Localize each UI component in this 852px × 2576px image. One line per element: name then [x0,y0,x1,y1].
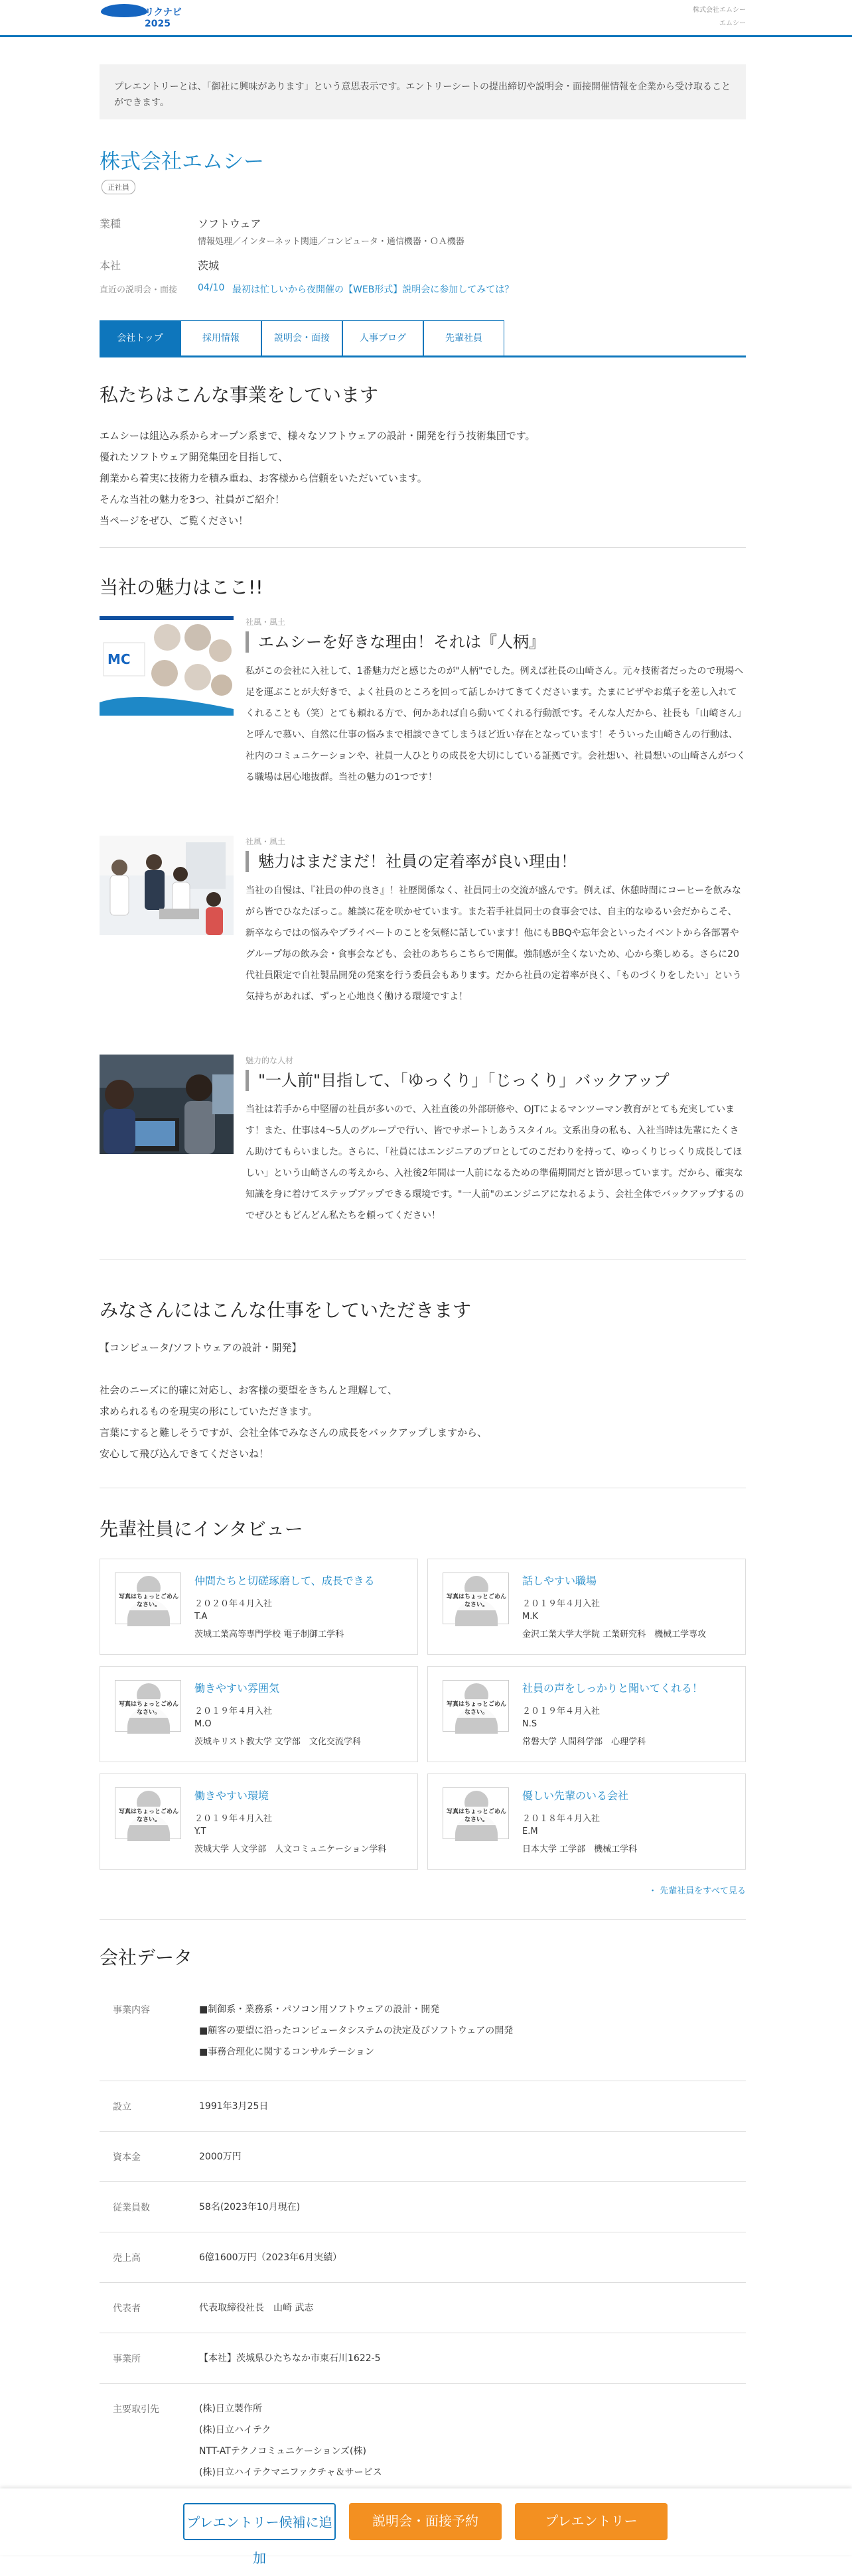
rikunabi-logo[interactable] [101,3,200,29]
pre-entry-notice: プレエントリーとは、「御社に興味があります」という意思表示です。エントリーシートの提出締切や説明会・面接開催情報を企業から受け取ることができます。 [100,64,746,119]
business-line: エムシーは組込み系からオープン系まで、様々なソフトウェアの設計・開発を行う技術集団です。 [100,430,535,442]
data-line: NTT-ATテクノコミュニケーションズ(株) [199,2446,366,2457]
work-subtitle: 【コンピュータ/ソフトウェアの設計・開発】 [100,1342,302,1354]
charm-text-3: 当社は若手から中堅層の社員が多いので、入社直後の外部研修や、OJTによるマンツーマン教育がとても充実しています！また、仕事は4〜5人のグループで行い、皆でサポートしあうスタイル。文系出身の私も、入社当時は先輩にたくさん助けてもらいました。さらに、「社員にはエンジニアのプロとしてのこだわりを持って、ゆっくりじっくり成長してほしい」という山崎さんの考えから、入社後2年間は一人前になるための準備期間だと皆が思っています。だから、確実な知識を身に着けてステップアップできる環境です。"一人前"のエンジニアになれるよう、会社全体でバックアップするのでぜひともどんどん私たちを頼ってください！ [246,1104,745,1221]
interview-card[interactable] [427,1773,746,1870]
photo-placeholder-text: 写真はちょっとごめんなさい。 [117,1592,180,1610]
interview-year: ２０１９年４月入社 [522,1599,601,1609]
interview-initials: T.A [194,1612,208,1622]
hq-value: 茨城 [198,259,220,272]
charm-heading-2: 魅力はまだまだ！社員の定着率が良い理由！ [246,851,746,872]
data-line: ■事務合理化に関するコンサルテーション [199,2047,374,2057]
hq-row [100,257,746,273]
charm-image-2 [100,836,234,935]
data-label: 設立 [113,2102,131,2112]
seminar-reservation-button[interactable]: 説明会・面接予約 [349,2503,502,2540]
interview-card[interactable] [427,1666,746,1762]
industry-row [100,216,746,255]
interview-year: ２０１９年４月入社 [522,1707,601,1716]
charm-image-3 [100,1055,234,1154]
work-title: みなさんにはこんな仕事をしていただきます [100,1299,472,1321]
add-pre-entry-candidate-button[interactable]: プレエントリー候補に追加 [183,2503,336,2540]
interview-initials: Y.T [194,1827,206,1836]
company-tabs [100,320,746,357]
data-label: 代表者 [113,2303,141,2314]
sticky-action-bar [0,2488,852,2566]
company-data-title: 会社データ [100,1947,193,1968]
logo-swoosh-icon [101,4,147,17]
data-label: 従業員数 [113,2203,150,2213]
interview-card[interactable] [100,1559,418,1655]
data-row-representative [100,2283,746,2333]
work-line: 安心して飛び込んできてくださいね！ [100,1448,269,1460]
data-value: 【本社】茨城県ひたちなか市東石川1622-5 [199,2353,381,2364]
data-row-employees [100,2182,746,2232]
event-link[interactable]: 最初は忙しいから夜開催の【WEB形式】説明会に参加してみては？ [232,285,514,295]
charm-text-2: 当社の自慢は、『社員の仲の良さ』！社歴関係なく、社員同士の交流が盛んです。例えば、休憩時間にコーヒーを飲みながら皆でひなたぼっこ。雑談に花を咲かせています。また若手社員同士の食事会では、自主的なゆるい会だからこそ、新卒ならではの悩みやプライベートのことを気軽に話しています！他にもBBQや忘年会といったイベントから各部署やグループ毎の飲み会・食事会なども、会社のあちらこちらで開催。強制感が全くないため、心から楽しめる。さらに20代社員限定で自社製品開発の発案を行う委員会もあります。だから社員の定着率が良く、「ものづくりをしたい」という気持ちがあれば、ずっと心地良く働ける環境ですよ！ [246,885,742,1002]
data-label: 売上高 [113,2253,141,2264]
industry-sub: 情報処理／インターネット関連／コンピュータ・通信機器・ＯＡ機器 [198,237,464,247]
pre-entry-button[interactable]: プレエントリー [515,2503,668,2540]
data-row-capital [100,2132,746,2182]
header-company-name: 株式会社エムシー [693,7,746,14]
interview-initials: M.K [522,1612,538,1622]
interview-school: 茨城工業高等専門学校 電子制御工学科 [194,1630,344,1640]
charm-text-1: 私がこの会社に入社して、1番魅力だと感じたのが"人柄"でした。例えば社長の山崎さん。元々技術者だったので現場へ足を運ぶことが大好きで、よく社員のところを回って話しかけてきてくださいます。たまにピザやお菓子を差し入れてくれることも（笑）とても頼れる方で、何かあれば自ら動いてくれる行動派です。そんな人だから、社長も「山崎さん」と呼んで慕い、自然に仕事の悩みまで相談できてしまうほど近い存在となっています！そういった山崎さんの行動は、社内のコミュニケーションや、社員一人ひとりの成長を大切にしている証拠です。会社想い、社員想いの山崎さんがつくる職場は居心地抜群。当社の魅力の1つです！ [246,666,746,783]
charm-tag-2: 社風・風土 [246,837,286,846]
logo-text: リクナビ2025 [145,7,182,29]
interview-school: 常磐大学 人間科学部 心理学科 [522,1737,646,1747]
interview-initials: M.O [194,1719,212,1729]
interview-title-link[interactable]: 仲間たちと切磋琢磨して、成長できる [194,1575,375,1587]
header-company-info [693,4,746,31]
photo-placeholder-text: 写真はちょっとごめんなさい。 [117,1807,180,1825]
interview-title-link[interactable]: 働きやすい雰囲気 [194,1682,280,1695]
data-line: ■制御系・業務系・パソコン用ソフトウェアの設計・開発 [199,2004,440,2015]
interview-title-link[interactable]: 優しい先輩のいる会社 [522,1789,629,1802]
interview-school: 茨城キリスト教大学 文学部 文化交流学科 [194,1737,361,1747]
charm-photo-1-icon [100,616,234,716]
data-label: 事業内容 [113,2005,150,2016]
interview-card[interactable] [100,1773,418,1870]
tab-hr-blog[interactable]: 人事ブログ [342,320,423,355]
business-line: 当ページをぜひ、ご覧ください！ [100,515,249,527]
work-line: 言葉にすると難しそうですが、会社全体でみなさんの成長をバックアップしますから、 [100,1427,487,1439]
svg-text:MC: MC [107,651,131,667]
data-label: 事業所 [113,2354,141,2364]
data-value: 58名(2023年10月現在) [199,2202,301,2213]
data-row-sales [100,2232,746,2283]
interview-year: ２０２０年４月入社 [194,1599,273,1609]
interview-initials: E.M [522,1827,538,1836]
data-row-business [100,1987,746,2081]
event-label: 直近の説明会・面接 [100,285,178,295]
data-label: 資本金 [113,2152,141,2163]
work-text [100,1380,746,1464]
hq-label: 本社 [100,259,121,272]
interview-title-link[interactable]: 社員の声をしっかりと聞いてくれる！ [522,1682,703,1695]
interview-year: ２０１９年４月入社 [194,1814,273,1824]
site-header [0,0,852,37]
data-value: 代表取締役社長 山崎 武志 [199,2303,314,2313]
interview-card[interactable] [100,1666,418,1762]
business-line: 優れたソフトウェア開発集団を目指して、 [100,451,289,463]
industry-value: ソフトウェア [198,218,261,230]
interview-title-link[interactable]: 働きやすい環境 [194,1789,269,1802]
data-line: (株)日立ハイテクマニファクチャ＆サービス [199,2467,382,2478]
data-value [199,1999,513,2063]
photo-placeholder-text: 写真はちょっとごめんなさい。 [445,1699,508,1718]
data-line: (株)日立製作所 [199,2404,262,2414]
interview-school: 日本大学 工学部 機械工学科 [522,1844,638,1854]
interview-year: ２０１９年４月入社 [194,1707,273,1716]
data-value: 1991年3月25日 [199,2101,269,2112]
business-line: そんな当社の魅力を3つ、社員がご紹介！ [100,493,285,505]
interview-title: 先輩社員にインタビュー [100,1518,303,1540]
employment-badge: 正社員 [102,180,135,194]
photo-placeholder-text: 写真はちょっとごめんなさい。 [445,1807,508,1825]
placeholder-photo-icon [443,1680,509,1732]
placeholder-photo-icon [115,1680,181,1732]
tab-company-top[interactable]: 会社トップ [100,320,180,355]
charm-heading-1: エムシーを好きな理由！それは『人柄』 [246,631,746,653]
photo-placeholder-text: 写真はちょっとごめんなさい。 [445,1592,508,1610]
interview-card[interactable] [427,1559,746,1655]
data-line: (株)日立ハイテク [199,2425,271,2435]
interview-school: 金沢工業大学大学院 工業研究科 機械工学専攻 [522,1630,707,1640]
interview-year: ２０１８年４月入社 [522,1814,601,1824]
data-value: 2000万円 [199,2152,242,2162]
placeholder-photo-icon [443,1573,509,1624]
photo-placeholder-text: 写真はちょっとごめんなさい。 [117,1699,180,1718]
header-company-kana: エムシー [719,20,746,27]
placeholder-photo-icon [115,1787,181,1839]
work-line: 求められるものを現実の形にしていただきます。 [100,1405,318,1417]
work-line: 社会のニーズに的確に対応し、お客様の要望をきちんと理解して、 [100,1384,397,1396]
data-row-founded [100,2081,746,2132]
data-row-office [100,2333,746,2384]
event-row [100,283,746,297]
interview-school: 茨城大学 人文学部 人文コミュニケーション学科 [194,1844,387,1854]
data-label: 主要取引先 [113,2404,159,2415]
business-text [100,425,746,531]
interview-title-link[interactable]: 話しやすい職場 [522,1575,597,1587]
event-date: 04/10 [198,283,225,293]
tab-seminar[interactable]: 説明会・面接 [261,320,342,355]
charm-photo-2-icon [100,836,234,935]
charm-title: 当社の魅力はここ!! [100,576,263,598]
charm-image-1 [100,616,234,716]
see-all-seniors-link[interactable]: ・ 先輩社員をすべて見る [648,1886,746,1896]
tab-senior-staff[interactable]: 先輩社員 [423,320,504,355]
divider [100,547,746,548]
industry-label: 業種 [100,218,121,230]
charm-tag-1: 社風・風土 [246,617,286,627]
business-line: 創業から着実に技術力を積み重ね、お客様から信頼をいただいています。 [100,472,427,484]
charm-photo-3-icon [100,1055,234,1154]
data-row-clients [100,2384,746,2488]
charm-heading-3: "一人前"目指して、「ゆっくり」「じっくり」バックアップ [246,1070,746,1091]
data-value [199,2398,382,2483]
company-name: 株式会社エムシー [100,150,264,174]
placeholder-photo-icon [115,1573,181,1624]
tab-recruit-info[interactable]: 採用情報 [180,320,261,355]
data-value: 6億1600万円（2023年6月実績） [199,2252,342,2263]
business-title: 私たちはこんな事業をしています [100,384,379,406]
interview-initials: N.S [522,1719,537,1729]
divider [100,1919,746,1920]
data-line: ■顧客の要望に沿ったコンピュータシステムの決定及びソフトウェアの開発 [199,2026,514,2036]
placeholder-photo-icon [443,1787,509,1839]
charm-tag-3: 魅力的な人材 [246,1056,294,1065]
